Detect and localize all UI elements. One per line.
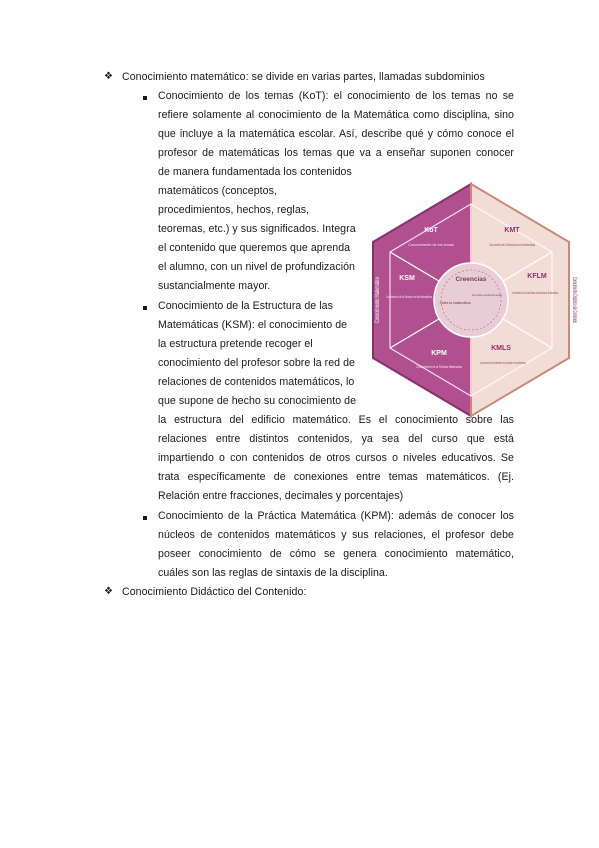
square-bullet-icon	[143, 306, 147, 310]
kot-line-10: el alumno, con un nivel de profundización	[158, 261, 355, 273]
kot-line-3: que incluye a la matemática escolar. Así, describe qué y cómo conoce el	[158, 128, 514, 140]
square-bullet-icon	[143, 96, 147, 100]
right-side-label: Conocimiento Didáctico del Contenido	[571, 277, 577, 379]
ksm-line-1: Conocimiento de la Estructura de las	[158, 300, 333, 312]
kmls-code-label: KMLS	[491, 345, 511, 352]
kot-line-7: procedimientos, hechos, reglas,	[158, 204, 310, 216]
kot-line-4: profesor de matemáticas los temas que va a enseñar suponen conocer	[158, 147, 514, 159]
kot-line-5: de manera fundamentada los contenidos	[158, 166, 352, 178]
kot-line-11: sustancialmente mayor.	[158, 280, 271, 292]
beliefs-right-text: Sobre la enseñanza y el aprendizaje de las matemáticas	[472, 293, 503, 297]
kot-line-1: Conocimiento de los temas (KoT): el conocimiento de los temas no se	[158, 90, 514, 102]
kot-desc-label: Conocimiento de los temas	[408, 243, 454, 247]
kmt-desc-label: Conocimiento de la Enseñanza de las Matemáticas	[489, 243, 536, 247]
ksm-desc-label: Conocimiento de la Estructura de las Matemáticas	[386, 295, 433, 299]
diamond-bullet-icon: ❖	[104, 71, 113, 82]
beliefs-circle	[434, 263, 508, 337]
ksm-line-10: trata específicamente de conexiones entre temas matemáticos. (Ej.	[158, 471, 514, 483]
ksm-line-5: relaciones de contenidos matemáticos, lo	[158, 376, 355, 388]
ksm-line-2: Matemáticas (KSM): el conocimiento de	[158, 319, 348, 331]
kot-line-2: refiere solamente al conocimiento de la Matemática como disciplina, sino	[158, 109, 514, 121]
kot-code-label: KoT	[424, 227, 438, 234]
diamond-bullet-icon: ❖	[104, 586, 113, 597]
ksm-line-4: conocimiento del profesor sobre la red de	[158, 357, 355, 369]
section-title-conocimiento-matematico: Conocimiento matemático: se divide en varias partes, llamadas subdominios	[122, 71, 485, 83]
mtsk-hexagon-figure	[369, 180, 580, 420]
kpm-line-1: Conocimiento de la Práctica Matemática (KPM): además de conocer los	[158, 510, 514, 522]
kpm-line-2: núcleos de contenidos matemáticos y sus relaciones, el profesor debe	[158, 529, 514, 541]
ksm-line-11: Relación entre fracciones, decimales y porcentajes)	[158, 490, 404, 502]
kpm-line-4: cuáles son las reglas de sintaxis de la disciplina.	[158, 567, 388, 579]
kot-line-8: teoremas, etc.) y sus significados. Integra	[158, 223, 356, 235]
kmt-code-label: KMT	[504, 227, 520, 234]
ksm-line-3: la estructura pretende recoger el	[158, 338, 313, 350]
kflm-desc-label: Conocimiento de las Características de Aprendizaje de las Matemáticas	[512, 291, 559, 295]
left-side-label: Conocimiento Matemático	[375, 253, 381, 323]
ksm-line-6: que supone de hecho su conocimiento de	[158, 395, 357, 407]
kot-line-6: matemáticos (conceptos,	[158, 185, 277, 197]
ksm-line-8: relaciones entre distintos contenidos, ya sea del curso que está	[158, 433, 514, 445]
ksm-line-7: la estructura del edificio matemático. Es el conocimiento sobre las	[158, 414, 514, 426]
section-title-conocimiento-didactico: Conocimiento Didáctico del Contenido:	[122, 586, 307, 598]
kpm-code-label: KPM	[431, 350, 447, 357]
ksm-code-label: KSM	[399, 275, 415, 282]
kflm-code-label: KFLM	[527, 273, 547, 280]
beliefs-left-text: Sobre la matemática	[439, 301, 471, 305]
square-bullet-icon	[143, 516, 147, 520]
kmls-desc-label: Conocimiento de los Estándares de Aprendizaje de las Matemáticas	[480, 361, 527, 365]
ksm-line-9: impartiendo o con contenidos de otros cursos o niveles educativos. Se	[158, 452, 514, 464]
kpm-line-3: poseer conocimiento de cómo se genera conocimiento matemático,	[158, 548, 514, 560]
beliefs-title: Creencias	[455, 276, 487, 283]
kpm-desc-label: Conocimiento de la Práctica Matemática	[416, 365, 463, 369]
kot-line-9: el contenido que queremos que aprenda	[158, 242, 351, 254]
